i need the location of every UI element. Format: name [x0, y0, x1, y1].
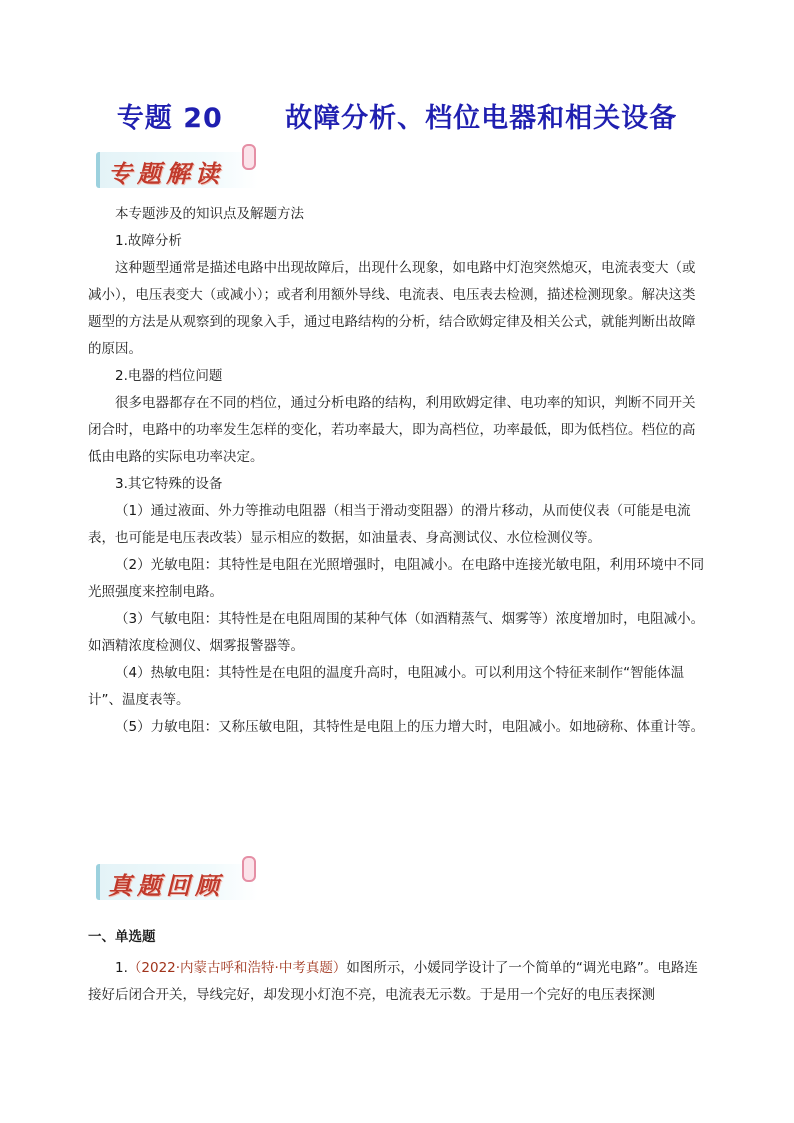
banner-past-exams: [96, 858, 262, 904]
page-title: 专题 20 故障分析、档位电器和相关设备: [116, 103, 678, 134]
intro-block: [88, 201, 708, 741]
section2-body: 很多电器都存在不同的档位，通过分析电路的结构，利用欧姆定律、电功率的知识，判断不同开关闭合时，电路中的功率发生怎样的变化，若功率最大，即为高档位，功率最低，即为低档位。档位的高低由电路的实际电功率决定。: [88, 395, 696, 465]
question-1: [88, 955, 708, 1009]
question-source: （2022·内蒙古呼和浩特·中考真题）: [127, 960, 347, 976]
question-text: 如图所示，小媛同学设计了一个简单的“调光电路”。电路连接好后闭合开关，导线完好，却发现小灯泡不亮，电流表无示数。于是用一个完好的电压表探测: [88, 960, 698, 1003]
section2-title: 2.电器的档位问题: [115, 368, 223, 384]
list-item: （1）通过液面、外力等推动电阻器（相当于滑动变阻器）的滑片移动，从而使仪表（可能是电流表，也可能是电压表改装）显示相应的数据，如油量表、身高测试仪、水位检测仪等。: [88, 503, 691, 546]
list-item: （4）热敏电阻：其特性是在电阻的温度升高时，电阻减小。可以利用这个特征来制作“智能体温计”、温度表等。: [88, 665, 685, 708]
intro-line: 本专题涉及的知识点及解题方法: [115, 206, 304, 222]
list-item: （3）气敏电阻：其特性是在电阻周围的某种气体（如酒精蒸气、烟雾等）浓度增加时，电阻减小。如酒精浓度检测仪、烟雾报警器等。: [88, 611, 705, 654]
section1-body: 这种题型通常是描述电路中出现故障后，出现什么现象，如电路中灯泡突然熄灭，电流表变大（或减小），电压表变大（或减小）；或者利用额外导线、电流表、电压表去检测，描述检测现象。解决这类题型的方法是从观察到的现象入手，通过电路结构的分析，结合欧姆定律及相关公式，就能判断出故障的原因。: [88, 260, 696, 357]
section1-title: 1.故障分析: [115, 233, 182, 249]
question-number: 1.: [115, 960, 128, 976]
paperclip-icon: [242, 144, 256, 170]
banner-label: 真题回顾: [108, 871, 224, 900]
banner-topic-interpretation: [96, 146, 262, 192]
paperclip-icon: [242, 856, 256, 882]
section3-title: 3.其它特殊的设备: [115, 476, 223, 492]
section-heading: 一、单选题: [88, 929, 156, 945]
list-item: （5）力敏电阻：又称压敏电阻，其特性是电阻上的压力增大时，电阻减小。如地磅称、体重计等。: [115, 719, 705, 735]
banner-label: 专题解读: [108, 159, 224, 188]
list-item: （2）光敏电阻：其特性是电阻在光照增强时，电阻减小。在电路中连接光敏电阻，利用环境中不同光照强度来控制电路。: [88, 557, 705, 600]
